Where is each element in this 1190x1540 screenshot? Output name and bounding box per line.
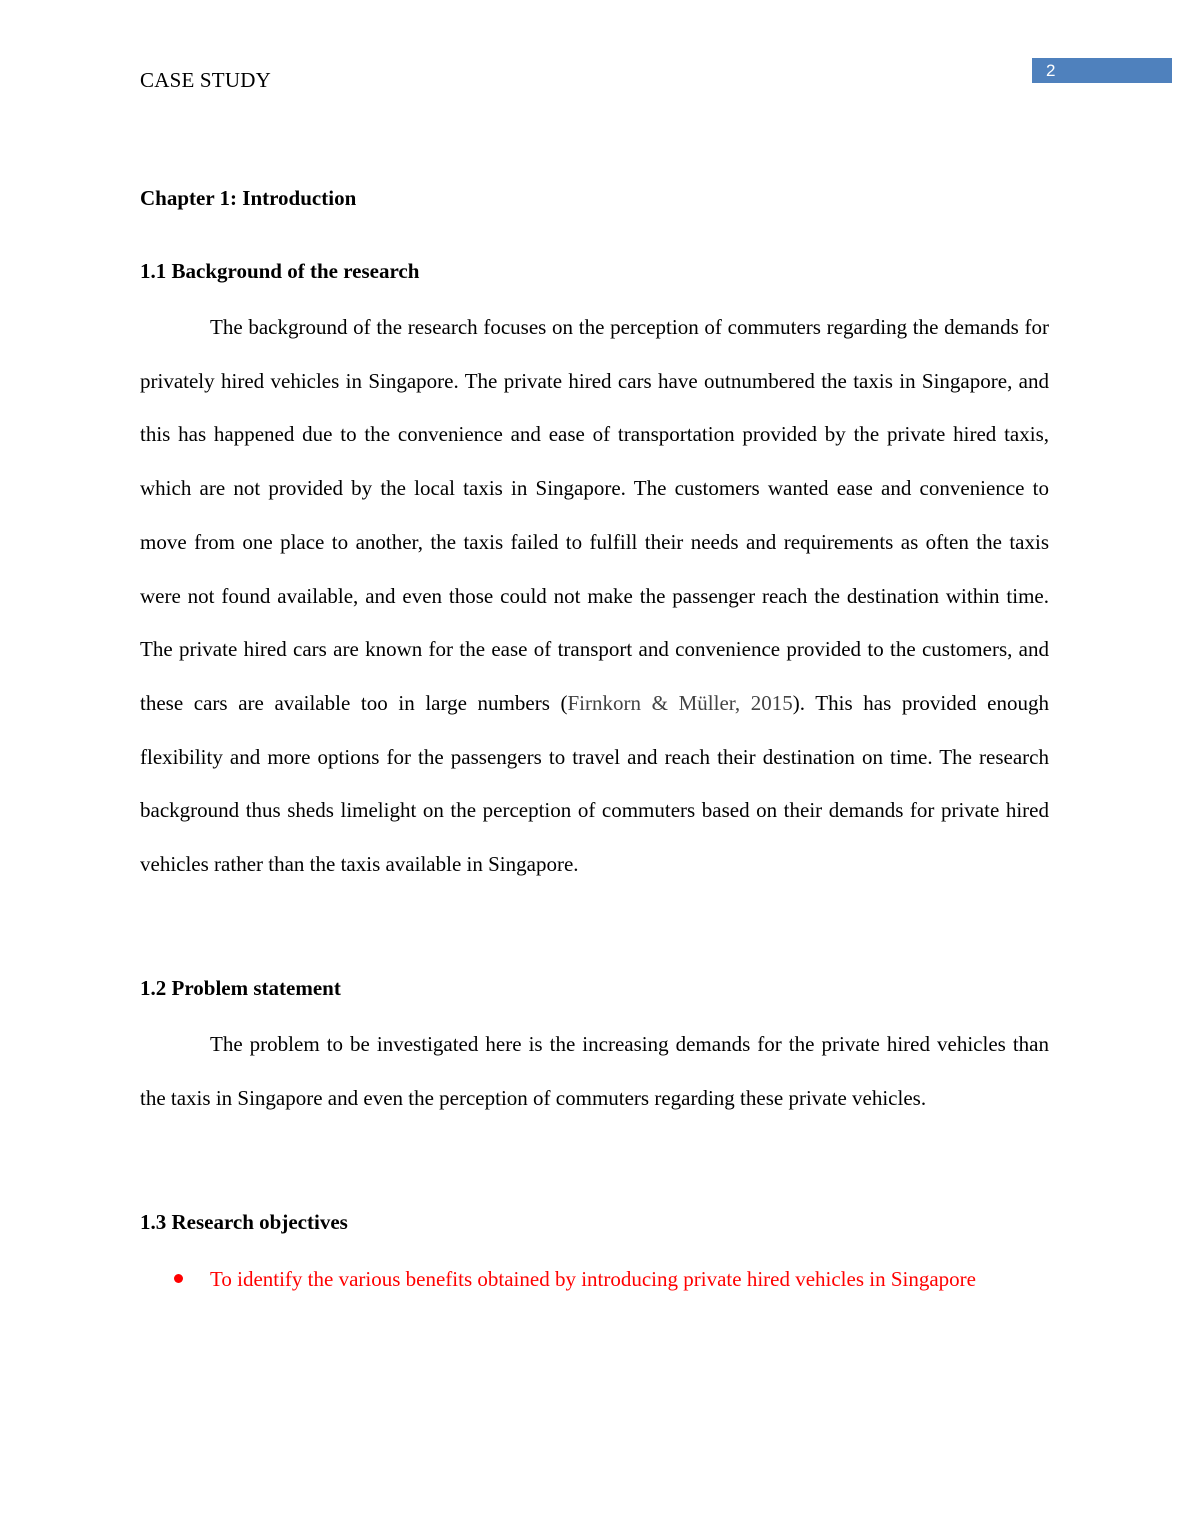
chapter-title: Chapter 1: Introduction bbox=[140, 186, 357, 210]
bullet-icon bbox=[174, 1274, 183, 1283]
background-paragraph bbox=[140, 301, 1049, 892]
problem-paragraph: The problem to be investigated here is the increasing demands for the private hired vehicles than the taxis in Singapore and even the perception of commuters regarding these private vehicles. bbox=[140, 1032, 1049, 1110]
objectives-list bbox=[140, 1264, 1049, 1295]
background-text-end: ). This has provided enough flexibility and more options for the passengers to travel and reach their destination on time. The research background thus sheds limelight on the perception of commuters based on their demands for private hired vehicles rather than the taxis available in Singapore. bbox=[140, 690, 1049, 877]
objective-text: To identify the various benefits obtained by introducing private hired vehicles in Singapore bbox=[210, 1267, 976, 1291]
background-text-start: The background of the research focuses on the perception of commuters regarding the demands for privately hired vehicles in Singapore. The private hired cars have outnumbered the taxis in Singapore, and this has happened due to the convenience and ease of transportation provided by the private hired taxis, which are not provided by the local taxis in Singapore. The customers wanted ease and convenience to move from one place to another, the taxis failed to fulfill their needs and requirements as often the taxis were not found available, and even those could not make the passenger reach the destination within time. The private hired cars are known for the ease of transport and convenience provided to the customers, and these cars are available too in large numbers ( bbox=[140, 315, 1049, 715]
list-item bbox=[140, 1264, 1049, 1295]
section-heading-objectives: 1.3 Research objectives bbox=[140, 1210, 348, 1234]
section-heading-problem: 1.2 Problem statement bbox=[140, 976, 341, 1000]
page-number-badge: 2 bbox=[1032, 58, 1172, 83]
citation: Firnkorn & Müller, 2015 bbox=[567, 690, 793, 715]
section-heading-background: 1.1 Background of the research bbox=[140, 259, 420, 283]
running-header-title: CASE STUDY bbox=[140, 68, 271, 92]
